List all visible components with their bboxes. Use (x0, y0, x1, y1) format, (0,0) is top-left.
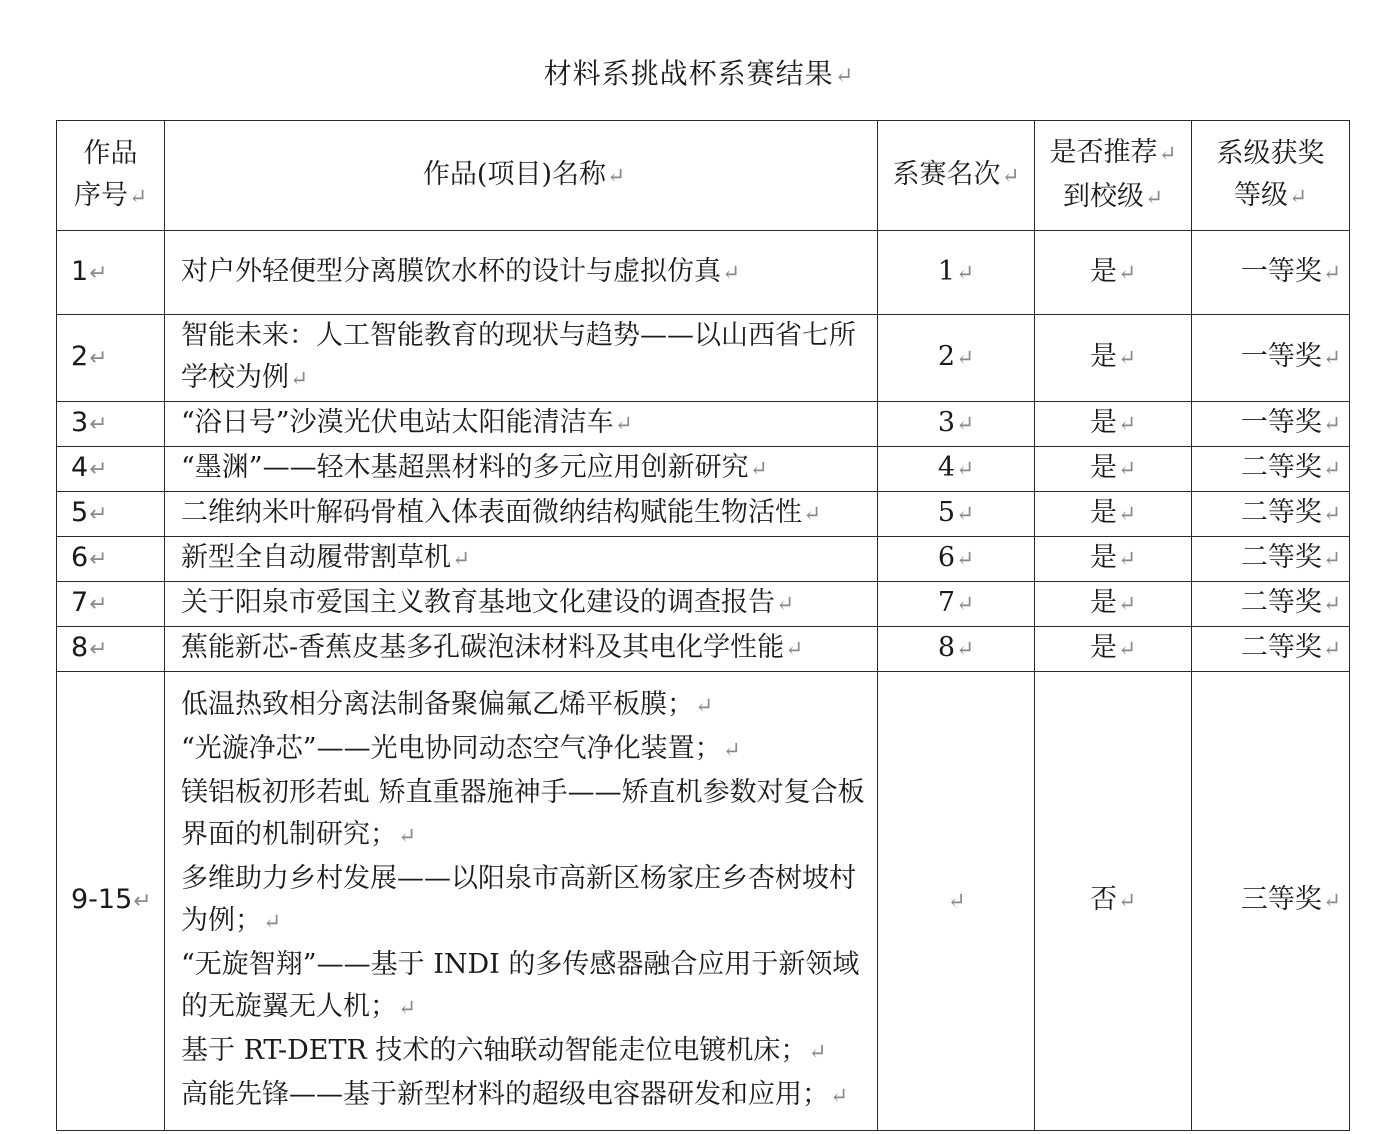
return-mark-icon: ↵ (1144, 185, 1164, 211)
return-mark-icon: ↵ (1158, 141, 1177, 167)
return-mark-icon: ↵ (1117, 502, 1137, 527)
header-row (57, 121, 1350, 231)
table-row (57, 402, 1350, 447)
row-award: 一等奖↵ (1192, 231, 1350, 315)
list-item: 高能先锋——基于新型材料的超级电容器研发和应用；↵ (181, 1079, 849, 1110)
return-mark-icon: ↵ (1117, 412, 1137, 437)
return-mark-icon: ↵ (1117, 592, 1137, 617)
row-name: 蕉能新芯-香蕉皮基多孔碳泡沫材料及其电化学性能↵ (165, 627, 878, 672)
list-item: 基于 RT-DETR 技术的六轴联动智能走位电镀机床；↵ (181, 1035, 827, 1066)
return-mark-icon: ↵ (749, 457, 768, 482)
row-name: 新型全自动履带割草机↵ (165, 537, 878, 582)
row-recommend: 是↵ (1035, 582, 1192, 627)
row-award: 二等奖↵ (1192, 447, 1350, 492)
return-mark-icon: ↵ (695, 694, 714, 719)
row-number: 4↵ (57, 447, 165, 492)
return-mark-icon: ↵ (1322, 547, 1341, 572)
row-number: 1↵ (57, 231, 165, 315)
return-mark-icon: ↵ (89, 637, 108, 662)
list-item: “光漩净芯”——光电协同动态空气净化装置；↵ (181, 733, 741, 764)
row-award: 二等奖↵ (1192, 627, 1350, 672)
header-rank: 系赛名次↵ (878, 121, 1035, 231)
row-award: 二等奖↵ (1192, 582, 1350, 627)
return-mark-icon: ↵ (89, 457, 108, 482)
row-name: “浴日号”沙漠光伏电站太阳能清洁车↵ (165, 402, 878, 447)
list-item: 多维助力乡村发展——以阳泉市高新区杨家庄乡杏树坡村为例；↵ (181, 863, 856, 936)
table-row (57, 537, 1350, 582)
return-mark-icon: ↵ (89, 346, 108, 371)
return-mark-icon: ↵ (1322, 889, 1341, 914)
row-recommend: 否↵ (1035, 672, 1192, 1131)
return-mark-icon: ↵ (1322, 412, 1341, 437)
return-mark-icon: ↵ (830, 1084, 849, 1109)
return-mark-icon: ↵ (947, 889, 966, 914)
row-number: 2↵ (57, 315, 165, 402)
row-recommend: 是↵ (1035, 627, 1192, 672)
row-award: 二等奖↵ (1192, 537, 1350, 582)
row-rank: 4↵ (878, 447, 1035, 492)
row-number: 6↵ (57, 537, 165, 582)
row-number: 5↵ (57, 492, 165, 537)
return-mark-icon: ↵ (1322, 260, 1341, 286)
row-recommend: 是↵ (1035, 402, 1192, 447)
return-mark-icon: ↵ (1288, 184, 1308, 210)
return-mark-icon: ↵ (803, 502, 822, 527)
return-mark-icon: ↵ (263, 910, 282, 935)
return-mark-icon: ↵ (89, 260, 108, 286)
document-title: 材料系挑战杯系赛结果↵ (543, 57, 855, 90)
row-name: 二维纳米叶解码骨植入体表面微纳结构赋能生物活性↵ (165, 492, 878, 537)
return-mark-icon: ↵ (398, 824, 417, 849)
row-award: 二等奖↵ (1192, 492, 1350, 537)
table-row (57, 447, 1350, 492)
table-row (57, 627, 1350, 672)
row-name: 对户外轻便型分离膜饮水杯的设计与虚拟仿真↵ (165, 231, 878, 315)
return-mark-icon: ↵ (1117, 346, 1137, 371)
row-recommend: 是↵ (1035, 231, 1192, 315)
return-mark-icon: ↵ (1117, 457, 1137, 482)
row-number: 7↵ (57, 582, 165, 627)
row-rank: 3↵ (878, 402, 1035, 447)
return-mark-icon: ↵ (785, 637, 804, 662)
return-mark-icon: ↵ (89, 502, 108, 527)
return-mark-icon: ↵ (1322, 637, 1341, 662)
return-mark-icon: ↵ (128, 184, 148, 210)
row-award: 一等奖↵ (1192, 315, 1350, 402)
return-mark-icon: ↵ (956, 260, 975, 286)
header-name: 作品(项目)名称↵ (165, 121, 878, 231)
return-mark-icon: ↵ (89, 547, 108, 572)
return-mark-icon: ↵ (1322, 592, 1341, 617)
header-recommend: 是否推荐↵ 到校级↵ (1035, 121, 1192, 231)
results-table (56, 120, 1350, 1131)
row-rank (878, 672, 1035, 1131)
row-number: 9-15↵ (57, 672, 165, 1131)
list-item: 镁铝板初形若虬 矫直重器施神手——矫直机参数对复合板界面的机制研究；↵ (181, 777, 865, 850)
header-number: 作品 序号↵ (57, 121, 165, 231)
return-mark-icon: ↵ (89, 592, 108, 617)
row-recommend: 是↵ (1035, 492, 1192, 537)
return-mark-icon: ↵ (1117, 637, 1137, 662)
row-recommend: 是↵ (1035, 315, 1192, 402)
return-mark-icon: ↵ (834, 63, 855, 89)
row-rank: 7↵ (878, 582, 1035, 627)
row-number: 8↵ (57, 627, 165, 672)
row-award: 一等奖↵ (1192, 402, 1350, 447)
row-number: 3↵ (57, 402, 165, 447)
return-mark-icon: ↵ (956, 457, 975, 482)
table-row (57, 582, 1350, 627)
return-mark-icon: ↵ (722, 738, 741, 763)
return-mark-icon: ↵ (956, 502, 975, 527)
row-name: “墨渊”——轻木基超黑材料的多元应用创新研究↵ (165, 447, 878, 492)
return-mark-icon: ↵ (956, 637, 975, 662)
return-mark-icon: ↵ (956, 346, 975, 371)
return-mark-icon: ↵ (614, 412, 633, 437)
row-rank: 8↵ (878, 627, 1035, 672)
row-rank: 1↵ (878, 231, 1035, 315)
return-mark-icon: ↵ (1117, 547, 1137, 572)
table-row (57, 231, 1350, 315)
return-mark-icon: ↵ (956, 592, 975, 617)
return-mark-icon: ↵ (290, 367, 309, 392)
return-mark-icon: ↵ (452, 547, 471, 572)
return-mark-icon: ↵ (89, 412, 108, 437)
return-mark-icon: ↵ (1322, 346, 1341, 371)
return-mark-icon: ↵ (776, 592, 795, 617)
row-name-list (165, 672, 878, 1131)
row-rank: 6↵ (878, 537, 1035, 582)
return-mark-icon: ↵ (398, 996, 417, 1021)
row-name: 智能未来：人工智能教育的现状与趋势——以山西省七所学校为例↵ (165, 315, 878, 402)
return-mark-icon: ↵ (1001, 163, 1020, 189)
return-mark-icon: ↵ (1322, 457, 1341, 482)
return-mark-icon: ↵ (133, 889, 152, 914)
row-award: 三等奖↵ (1192, 672, 1350, 1131)
return-mark-icon: ↵ (606, 163, 626, 189)
return-mark-icon: ↵ (1117, 260, 1137, 286)
return-mark-icon: ↵ (956, 412, 975, 437)
return-mark-icon: ↵ (1117, 889, 1137, 914)
row-recommend: 是↵ (1035, 447, 1192, 492)
row-name: 关于阳泉市爱国主义教育基地文化建设的调查报告↵ (165, 582, 878, 627)
row-recommend: 是↵ (1035, 537, 1192, 582)
table-row (57, 492, 1350, 537)
list-item: “无旋智翔”——基于 INDI 的多传感器融合应用于新领域的无旋翼无人机；↵ (181, 949, 860, 1022)
return-mark-icon: ↵ (956, 547, 975, 572)
row-rank: 5↵ (878, 492, 1035, 537)
list-item: 低温热致相分离法制备聚偏氟乙烯平板膜；↵ (181, 689, 714, 720)
table-row (57, 315, 1350, 402)
return-mark-icon: ↵ (722, 260, 741, 286)
table-row-group (57, 672, 1350, 1131)
return-mark-icon: ↵ (808, 1040, 827, 1065)
header-award: 系级获奖 等级↵ (1192, 121, 1350, 231)
return-mark-icon: ↵ (1322, 502, 1341, 527)
row-rank: 2↵ (878, 315, 1035, 402)
